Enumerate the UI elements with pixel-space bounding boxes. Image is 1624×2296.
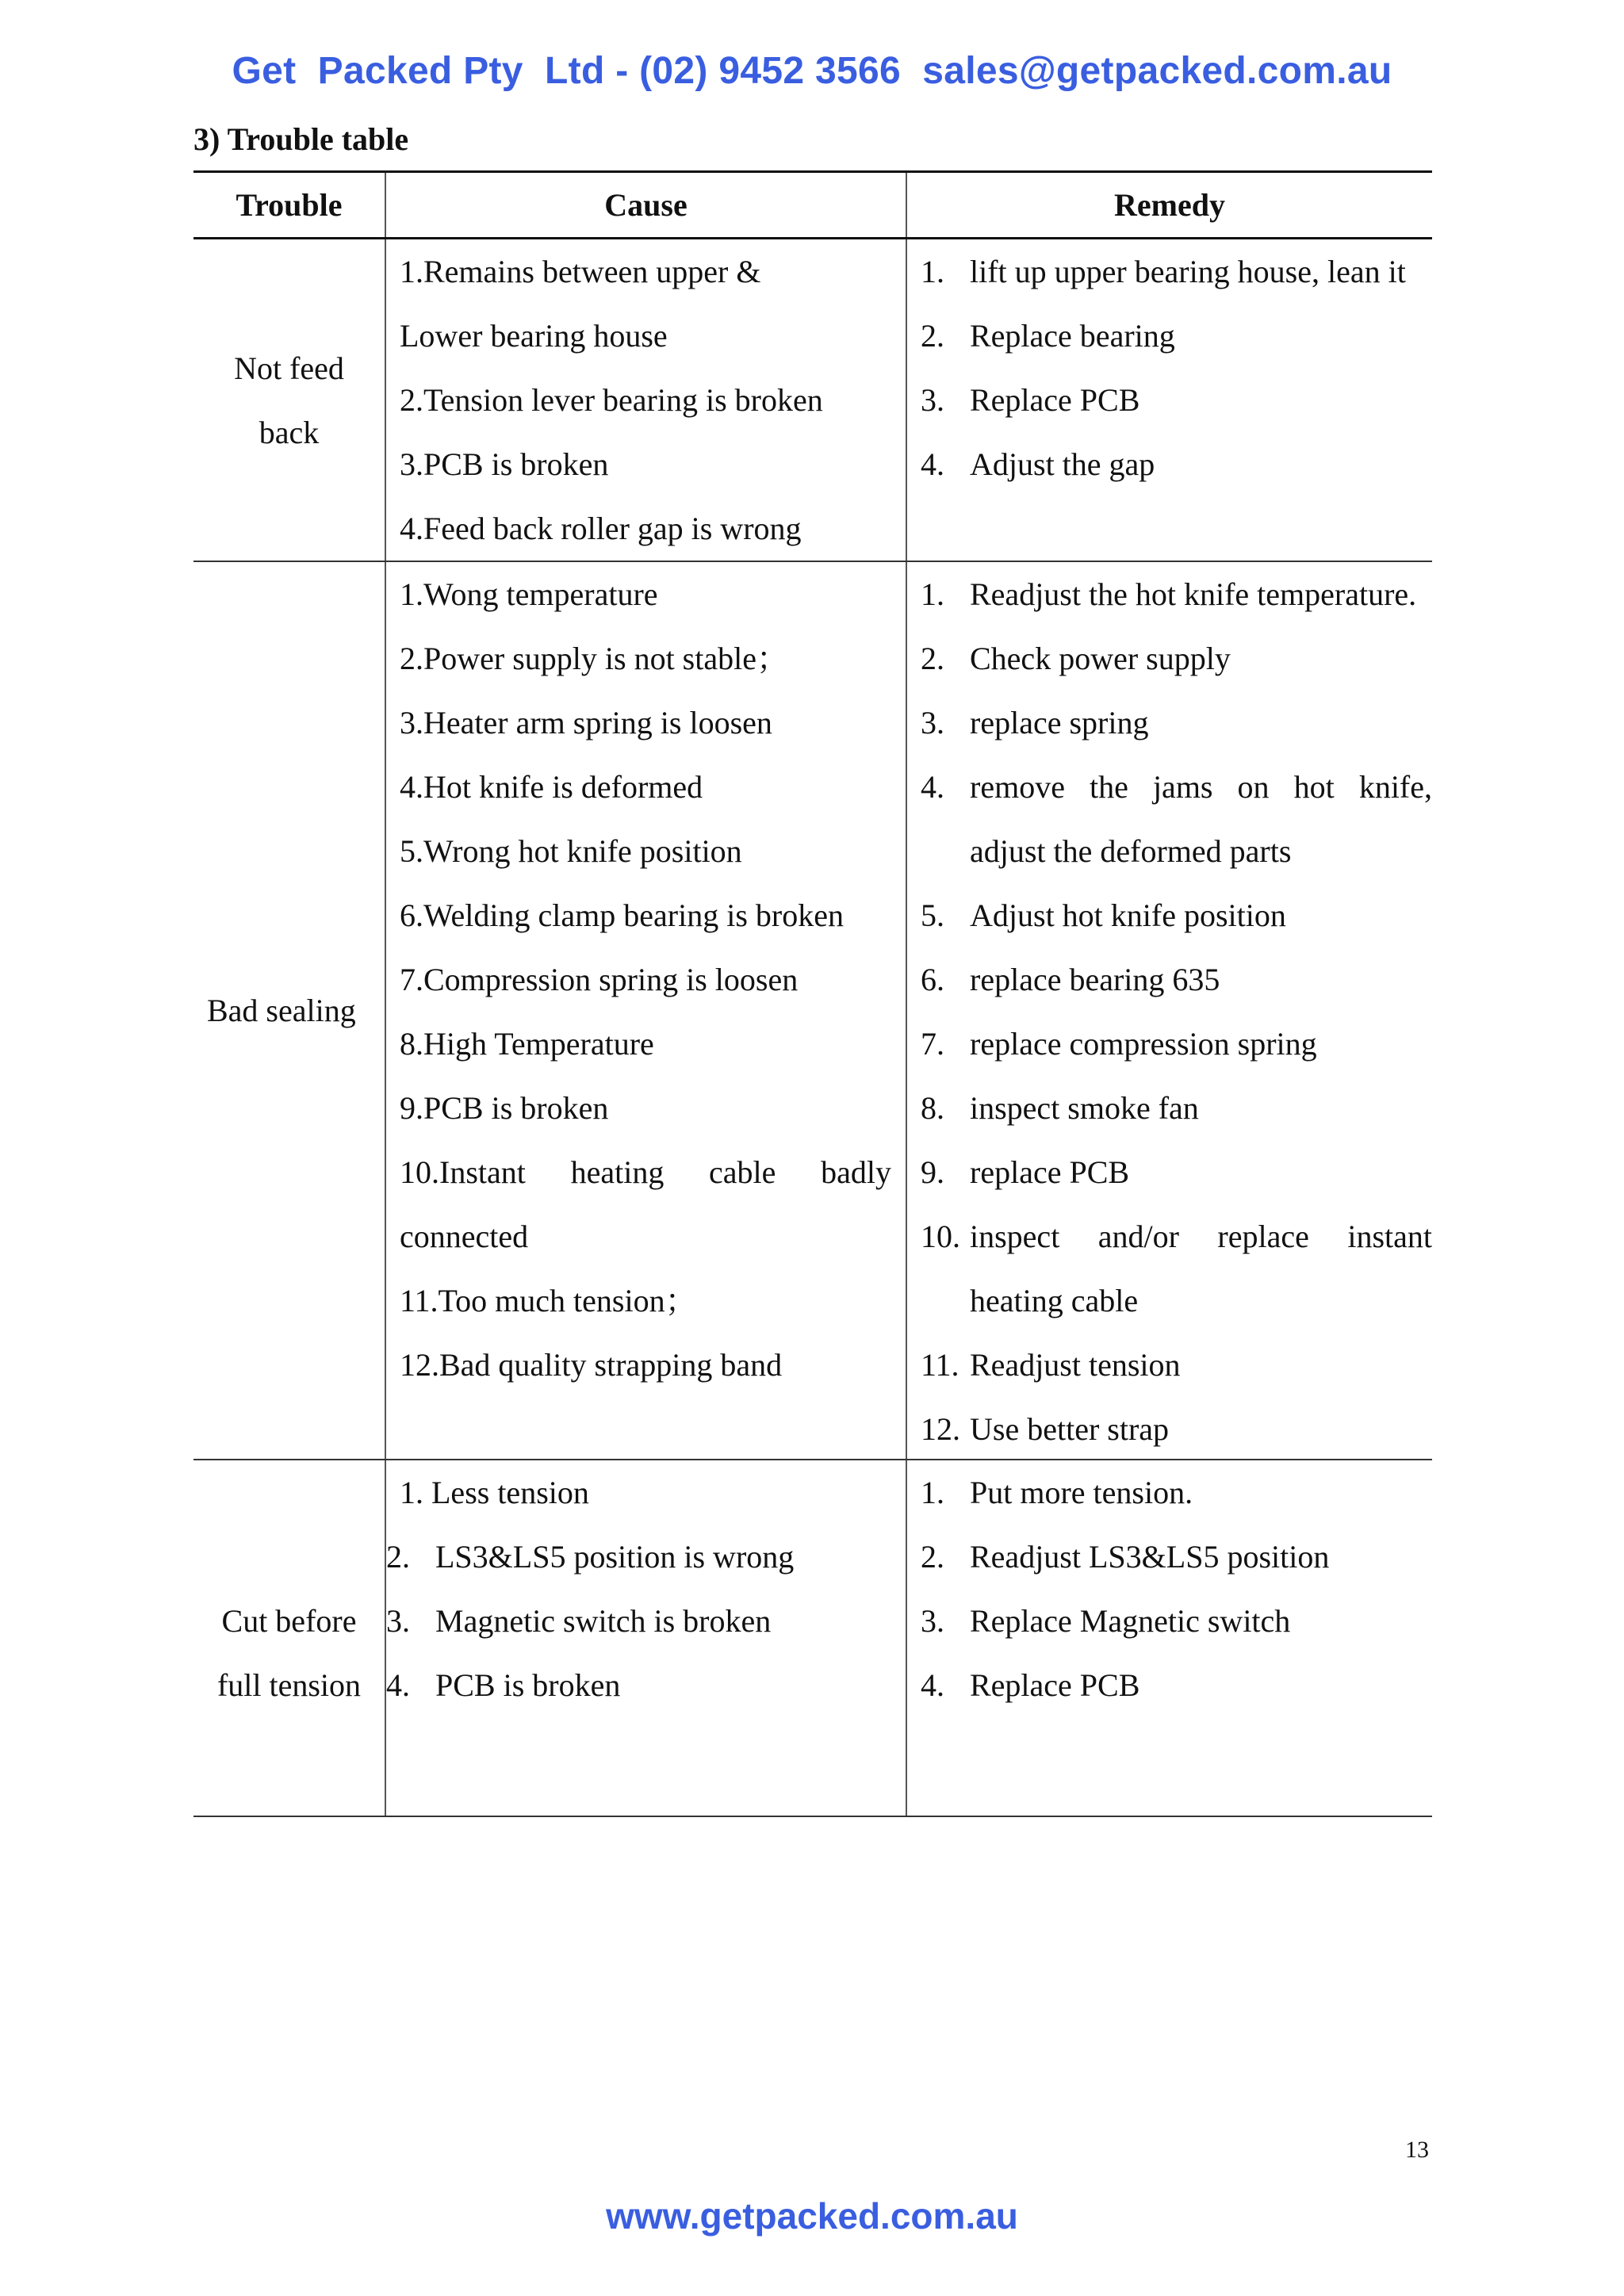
- trouble-cell: [193, 239, 385, 561]
- cause-line: 4.Feed back roller gap is wrong: [400, 511, 802, 546]
- cause-line: 1.Remains between upper &: [400, 254, 761, 289]
- remedy-item: 5. Adjust hot knife position: [921, 897, 1286, 933]
- remedy-item: 7. replace compression spring: [921, 1026, 1317, 1062]
- remedy-item: 3. Replace Magnetic switch: [921, 1603, 1291, 1639]
- cause-line: 7.Compression spring is loosen: [400, 962, 799, 997]
- table-header-row: [193, 173, 1432, 239]
- cause-cell: [385, 239, 906, 561]
- remedy-cell: [906, 239, 1432, 561]
- cause-cell: [385, 1460, 906, 1816]
- remedy-item: 1. lift up upper bearing house, lean it: [921, 254, 1406, 289]
- cause-line: 9.PCB is broken: [400, 1090, 609, 1126]
- remedy-item: 12. Use better strap: [921, 1411, 1170, 1447]
- cause-line: 11.Too much tension；: [400, 1283, 697, 1318]
- company-header: Get Packed Pty Ltd - (02) 9452 3566 sales@getpacked.com.au: [232, 50, 1392, 92]
- cause-line: Lower bearing house: [400, 318, 668, 354]
- cause-line: 8.High Temperature: [400, 1026, 654, 1062]
- cause-line: 2.Tension lever bearing is broken: [400, 382, 823, 418]
- trouble-label: Bad sealing: [207, 993, 356, 1028]
- remedy-item: 2. Readjust LS3&LS5 position: [921, 1539, 1330, 1575]
- cause-line: 3. Magnetic switch is broken: [386, 1603, 772, 1639]
- trouble-cell: [193, 562, 385, 1459]
- cause-line: 6.Welding clamp bearing is broken: [400, 897, 844, 933]
- cause-line: 2.Power supply is not stable；: [400, 641, 788, 676]
- remedy-item: 4. Replace PCB: [921, 1667, 1140, 1703]
- table-row-cut-before-full-tension: [193, 1460, 1432, 1817]
- column-header-remedy: Remedy: [906, 173, 1432, 237]
- remedy-item: 2. Replace bearing: [921, 318, 1175, 354]
- remedy-item: 10. inspect and/or replace instant heating cable: [921, 1219, 1432, 1318]
- remedy-item: 3. Replace PCB: [921, 382, 1140, 418]
- cause-line: 12.Bad quality strapping band: [400, 1347, 783, 1383]
- cause-line: 3.PCB is broken: [400, 446, 609, 482]
- remedy-item: 1. Put more tension.: [921, 1475, 1193, 1510]
- remedy-cell: [906, 562, 1432, 1459]
- remedy-item: 1. Readjust the hot knife temperature.: [921, 576, 1417, 612]
- page-number: 13: [1405, 2137, 1429, 2163]
- remedy-item: 6. replace bearing 635: [921, 962, 1220, 997]
- footer-url[interactable]: www.getpacked.com.au: [606, 2195, 1018, 2237]
- cause-line: 4. PCB is broken: [386, 1667, 621, 1703]
- remedy-item: 2. Check power supply: [921, 641, 1231, 676]
- trouble-label: Cut before full tension: [216, 1603, 362, 1703]
- trouble-cell: [193, 1460, 385, 1816]
- remedy-cell: [906, 1460, 1432, 1816]
- section-title: 3) Trouble table: [193, 121, 409, 157]
- remedy-item: 8. inspect smoke fan: [921, 1090, 1199, 1126]
- remedy-item: 9. replace PCB: [921, 1154, 1130, 1190]
- cause-line: 1. Less tension: [400, 1475, 589, 1510]
- cause-cell: [385, 562, 906, 1459]
- table-row-bad-sealing: [193, 562, 1432, 1460]
- cause-line: 1.Wong temperature: [400, 576, 658, 612]
- trouble-label: Not feed back: [234, 350, 344, 450]
- remedy-item: 4. Adjust the gap: [921, 446, 1155, 482]
- remedy-item: 11. Readjust tension: [921, 1347, 1181, 1383]
- column-header-trouble: Trouble: [236, 187, 343, 223]
- cause-line: 5.Wrong hot knife position: [400, 833, 742, 869]
- trouble-table: [193, 170, 1432, 1817]
- cause-line: 4.Hot knife is deformed: [400, 769, 703, 805]
- column-header-cause: Cause: [385, 173, 906, 237]
- cause-line: 2. LS3&LS5 position is wrong: [386, 1539, 795, 1575]
- table-row-not-feed-back: [193, 239, 1432, 562]
- cause-line: 3.Heater arm spring is loosen: [400, 705, 772, 740]
- remedy-item: 3. replace spring: [921, 705, 1149, 740]
- remedy-item: 4. remove the jams on hot knife, adjust the deformed parts: [921, 769, 1432, 869]
- cause-line: 10.Instant heating cable badly connected: [400, 1154, 891, 1254]
